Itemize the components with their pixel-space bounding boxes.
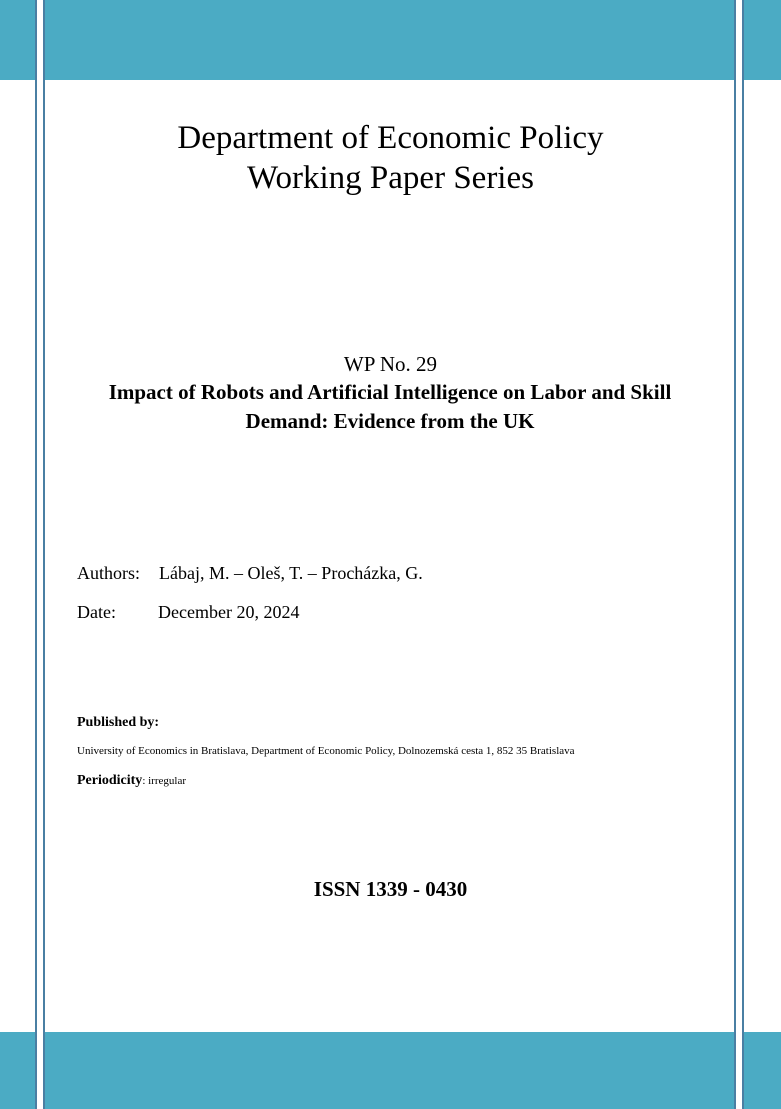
periodicity-value: : irregular [142, 775, 186, 787]
issn-number: ISSN 1339 - 0430 [313, 877, 468, 901]
publisher-address: University of Economics in Bratislava, Department of Economic Policy, Dolnozemská cesta 1, 852 35 Bratislava [77, 745, 575, 757]
working-paper-number: WP No. 29 [343, 352, 438, 376]
paper-title: Impact of Robots and Artificial Intelligence on Labor and Skill Demand: Evidence from the UK [108, 380, 672, 433]
published-by-label: Published by: [77, 715, 160, 730]
series-title [0, 118, 781, 198]
periodicity-row [77, 772, 186, 790]
top-decorative-band [0, 0, 781, 80]
authors-row [77, 561, 423, 585]
periodicity-label: Periodicity [77, 773, 143, 788]
department-name: Department of Economic Policy [177, 120, 604, 156]
date-row [77, 600, 299, 624]
authors-value: Lábaj, M. – Oleš, T. – Procházka, G. [159, 563, 423, 583]
series-name: Working Paper Series [247, 160, 534, 196]
bottom-decorative-band [0, 1032, 781, 1109]
authors-label: Authors: [77, 563, 140, 583]
date-value: December 20, 2024 [158, 602, 300, 622]
date-label: Date: [77, 602, 116, 622]
